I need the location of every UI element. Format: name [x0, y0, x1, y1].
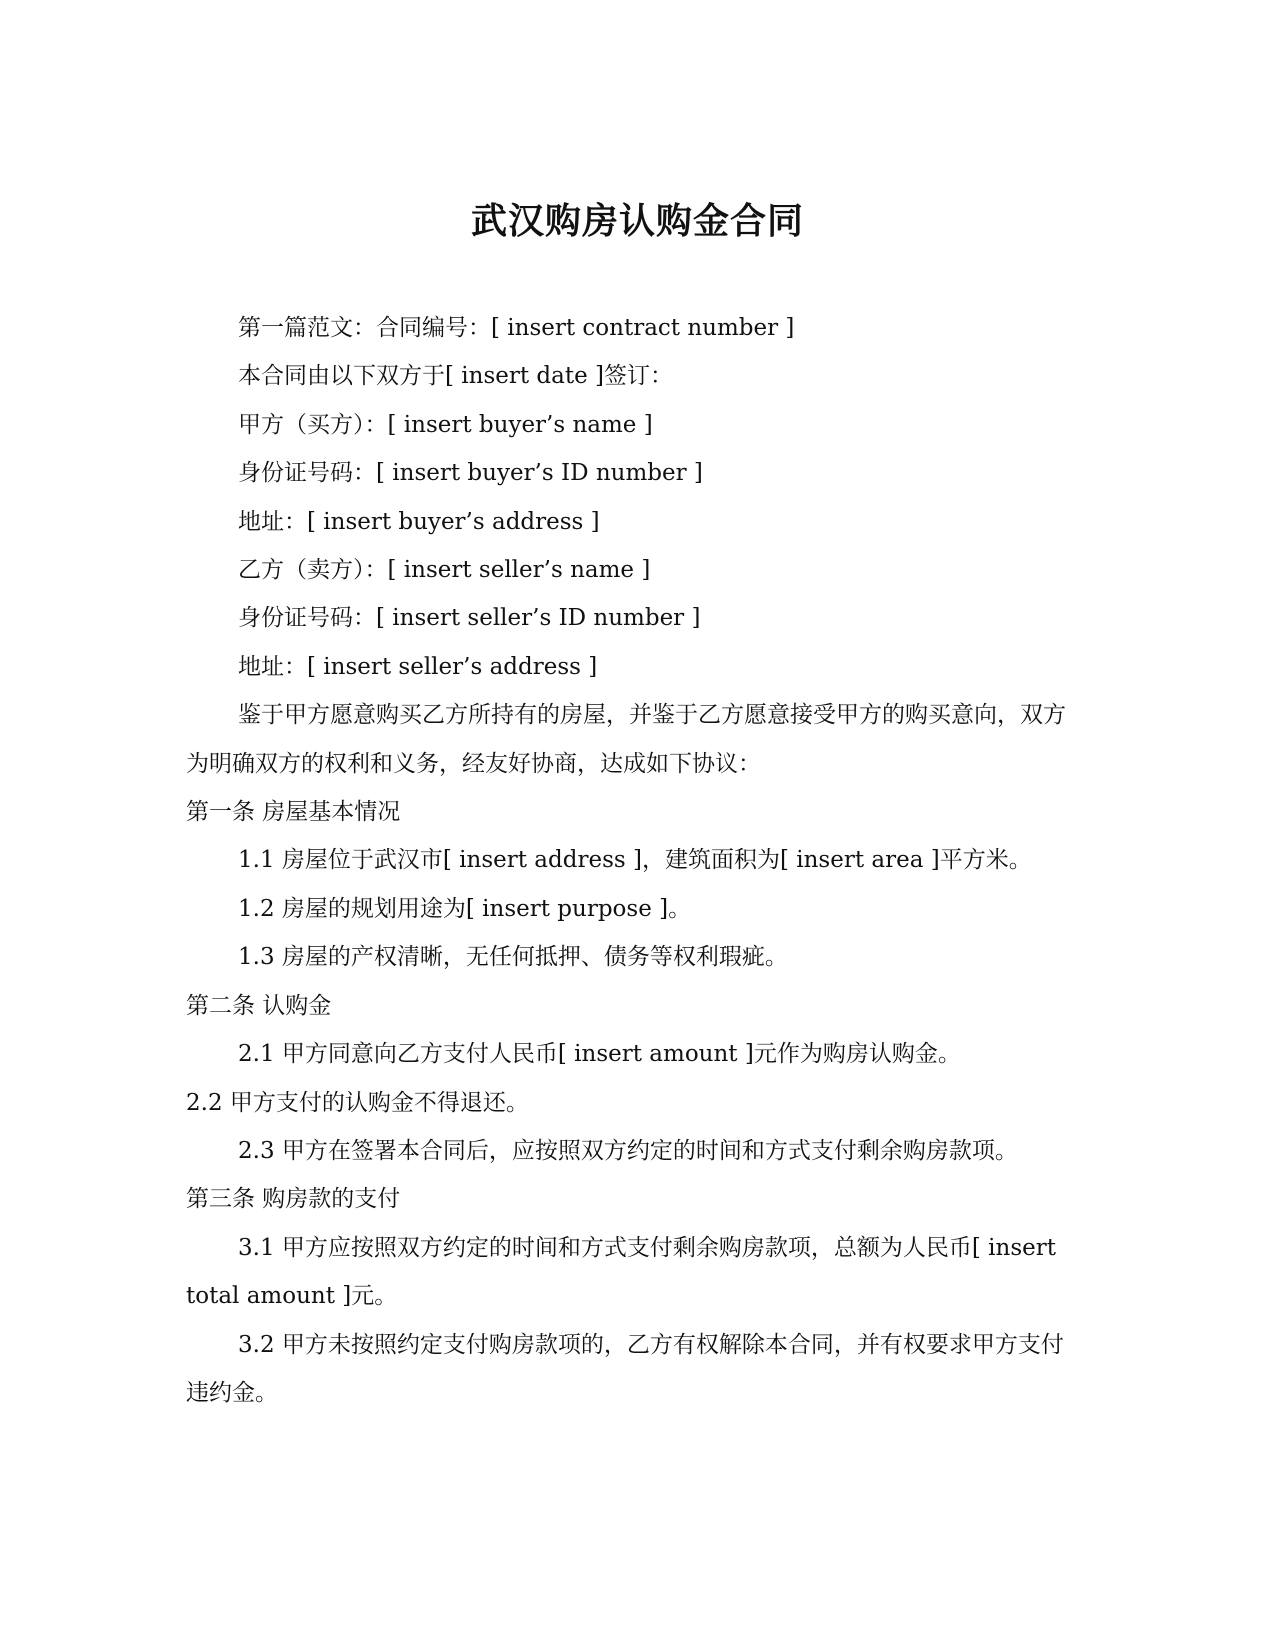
paragraph-contract-number: 第一篇范文：合同编号：[ insert contract number ] — [238, 315, 795, 341]
clause-1-1: 1.1 房屋位于武汉市[ insert address ]，建筑面积为[ insert area ]平方米。 — [238, 847, 1032, 874]
paragraph-buyer-name: 甲方（买方）：[ insert buyer’s name ] — [238, 411, 653, 438]
paragraph-buyer-address: 地址：[ insert buyer’s address ] — [238, 508, 600, 535]
paragraph-preamble: 鉴于甲方愿意购买乙方所持有的房屋，并鉴于乙方愿意接受甲方的购买意向，双方为明确双方的权利和义务，经友好协商，达成如下协议： — [186, 702, 1066, 777]
clause-2-1: 2.1 甲方同意向乙方支付人民币[ insert amount ]元作为购房认购金。 — [238, 1041, 961, 1068]
clause-1-3: 1.3 房屋的产权清晰，无任何抵押、债务等权利瑕疵。 — [238, 944, 788, 971]
paragraph-buyer-id: 身份证号码：[ insert buyer’s ID number ] — [238, 460, 703, 487]
clause-1-2: 1.2 房屋的规划用途为[ insert purpose ]。 — [238, 895, 692, 922]
paragraph-seller-id: 身份证号码：[ insert seller’s ID number ] — [238, 605, 701, 632]
document-title: 武汉购房认购金合同 — [470, 200, 804, 242]
paragraph-signing-date: 本合同由以下双方于[ insert date ]签订： — [238, 363, 673, 390]
paragraph-seller-address: 地址：[ insert seller’s address ] — [238, 653, 598, 680]
document-body — [186, 304, 1086, 1417]
article-2-heading: 第二条 认购金 — [186, 992, 332, 1019]
clause-3-1: 3.1 甲方应按照双方约定的时间和方式支付剩余购房款项，总额为人民币[ insert total amount ]元。 — [186, 1234, 1064, 1310]
clause-3-2: 3.2 甲方未按照约定支付购房款项的，乙方有权解除本合同，并有权要求甲方支付违约金。 — [186, 1331, 1064, 1406]
clause-2-3: 2.3 甲方在签署本合同后，应按照双方约定的时间和方式支付剩余购房款项。 — [238, 1137, 1018, 1164]
paragraph-seller-name: 乙方（卖方）：[ insert seller’s name ] — [238, 557, 651, 584]
clause-2-2: 2.2 甲方支付的认购金不得退还。 — [186, 1089, 529, 1116]
article-3-heading: 第三条 购房款的支付 — [186, 1186, 401, 1213]
article-1-heading: 第一条 房屋基本情况 — [186, 799, 401, 826]
